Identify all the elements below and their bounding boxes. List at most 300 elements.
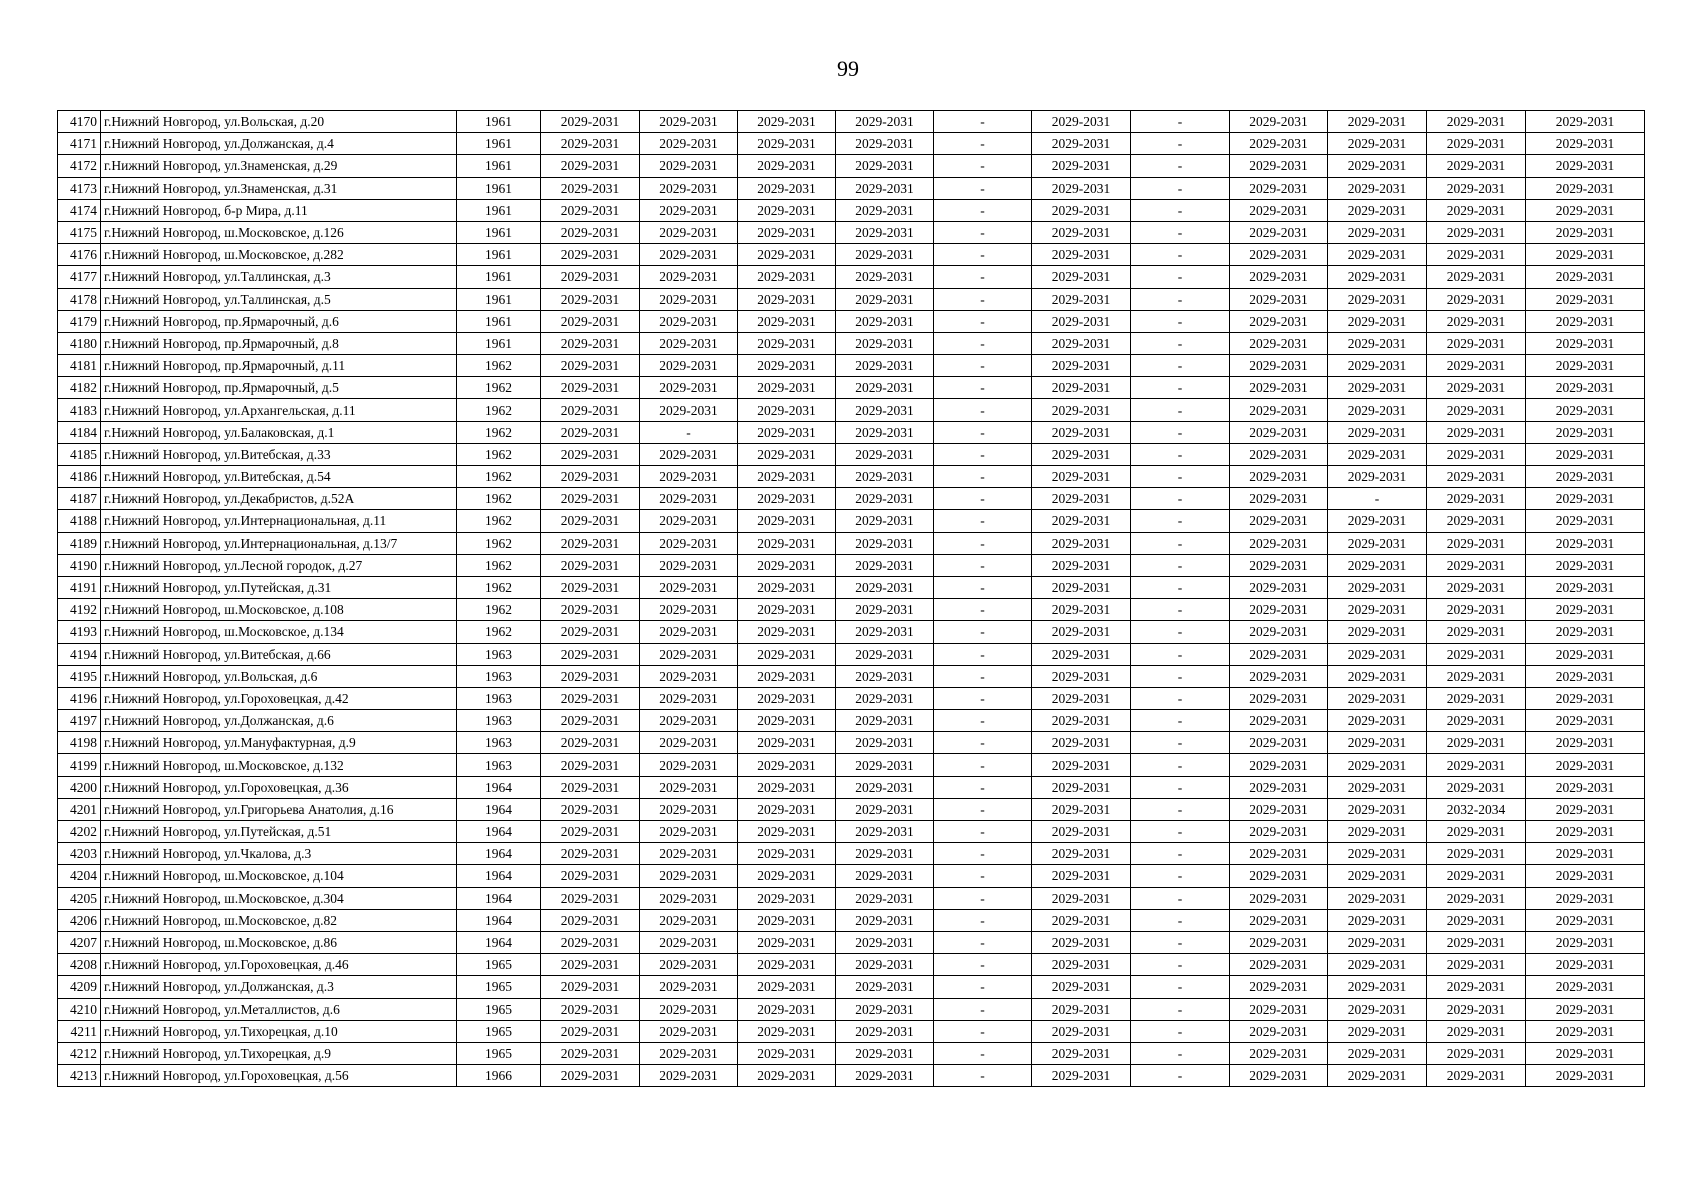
cell-period-5: - xyxy=(934,532,1032,554)
cell-period-11: 2029-2031 xyxy=(1526,488,1645,510)
cell-period-1: 2029-2031 xyxy=(541,1065,640,1087)
cell-address: г.Нижний Новгород, ул.Гороховецкая, д.56 xyxy=(101,1065,457,1087)
cell-period-1: 2029-2031 xyxy=(541,155,640,177)
cell-year-built: 1962 xyxy=(457,510,541,532)
cell-period-5: - xyxy=(934,643,1032,665)
cell-period-4: 2029-2031 xyxy=(836,199,934,221)
cell-period-7: - xyxy=(1131,843,1230,865)
cell-period-10: 2029-2031 xyxy=(1427,244,1526,266)
cell-period-10: 2029-2031 xyxy=(1427,776,1526,798)
cell-period-9: 2029-2031 xyxy=(1328,776,1427,798)
cell-row-number: 4200 xyxy=(58,776,101,798)
cell-period-11: 2029-2031 xyxy=(1526,355,1645,377)
cell-period-8: 2029-2031 xyxy=(1230,887,1328,909)
table-row xyxy=(58,665,1645,687)
cell-row-number: 4194 xyxy=(58,643,101,665)
cell-period-1: 2029-2031 xyxy=(541,665,640,687)
cell-period-2: 2029-2031 xyxy=(640,687,738,709)
cell-period-11: 2029-2031 xyxy=(1526,887,1645,909)
cell-period-1: 2029-2031 xyxy=(541,865,640,887)
cell-period-2: 2029-2031 xyxy=(640,931,738,953)
cell-period-7: - xyxy=(1131,1065,1230,1087)
cell-row-number: 4178 xyxy=(58,288,101,310)
cell-period-9: 2029-2031 xyxy=(1328,976,1427,998)
cell-period-9: 2029-2031 xyxy=(1328,843,1427,865)
cell-period-8: 2029-2031 xyxy=(1230,599,1328,621)
cell-period-1: 2029-2031 xyxy=(541,288,640,310)
cell-row-number: 4180 xyxy=(58,332,101,354)
cell-period-2: 2029-2031 xyxy=(640,310,738,332)
cell-year-built: 1964 xyxy=(457,931,541,953)
cell-period-8: 2029-2031 xyxy=(1230,510,1328,532)
cell-address: г.Нижний Новгород, ш.Московское, д.126 xyxy=(101,221,457,243)
cell-period-2: 2029-2031 xyxy=(640,399,738,421)
cell-period-10: 2029-2031 xyxy=(1427,199,1526,221)
cell-address: г.Нижний Новгород, ул.Гороховецкая, д.46 xyxy=(101,954,457,976)
cell-period-8: 2029-2031 xyxy=(1230,466,1328,488)
cell-year-built: 1961 xyxy=(457,133,541,155)
cell-period-3: 2029-2031 xyxy=(738,931,836,953)
cell-period-3: 2029-2031 xyxy=(738,199,836,221)
cell-period-10: 2029-2031 xyxy=(1427,399,1526,421)
cell-period-4: 2029-2031 xyxy=(836,554,934,576)
table-row xyxy=(58,687,1645,709)
cell-period-11: 2029-2031 xyxy=(1526,288,1645,310)
cell-period-7: - xyxy=(1131,532,1230,554)
cell-period-6: 2029-2031 xyxy=(1032,843,1131,865)
cell-year-built: 1962 xyxy=(457,488,541,510)
cell-address: г.Нижний Новгород, ул.Знаменская, д.29 xyxy=(101,155,457,177)
cell-period-9: 2029-2031 xyxy=(1328,133,1427,155)
table-row xyxy=(58,843,1645,865)
cell-address: г.Нижний Новгород, ул.Интернациональная, д.13/7 xyxy=(101,532,457,554)
cell-period-8: 2029-2031 xyxy=(1230,798,1328,820)
cell-period-4: 2029-2031 xyxy=(836,931,934,953)
cell-address: г.Нижний Новгород, ул.Мануфактурная, д.9 xyxy=(101,732,457,754)
cell-period-5: - xyxy=(934,710,1032,732)
cell-period-9: 2029-2031 xyxy=(1328,1065,1427,1087)
cell-row-number: 4171 xyxy=(58,133,101,155)
cell-period-3: 2029-2031 xyxy=(738,1020,836,1042)
cell-period-6: 2029-2031 xyxy=(1032,754,1131,776)
cell-period-7: - xyxy=(1131,887,1230,909)
cell-row-number: 4209 xyxy=(58,976,101,998)
cell-year-built: 1961 xyxy=(457,177,541,199)
table-row xyxy=(58,865,1645,887)
cell-period-4: 2029-2031 xyxy=(836,732,934,754)
cell-year-built: 1963 xyxy=(457,732,541,754)
cell-period-5: - xyxy=(934,621,1032,643)
cell-address: г.Нижний Новгород, пр.Ярмарочный, д.11 xyxy=(101,355,457,377)
cell-address: г.Нижний Новгород, пр.Ярмарочный, д.5 xyxy=(101,377,457,399)
cell-period-4: 2029-2031 xyxy=(836,155,934,177)
cell-period-7: - xyxy=(1131,266,1230,288)
cell-period-11: 2029-2031 xyxy=(1526,244,1645,266)
cell-period-2: 2029-2031 xyxy=(640,976,738,998)
cell-period-11: 2029-2031 xyxy=(1526,776,1645,798)
cell-period-5: - xyxy=(934,488,1032,510)
cell-period-7: - xyxy=(1131,798,1230,820)
cell-period-7: - xyxy=(1131,865,1230,887)
cell-period-9: 2029-2031 xyxy=(1328,332,1427,354)
cell-year-built: 1962 xyxy=(457,377,541,399)
cell-row-number: 4183 xyxy=(58,399,101,421)
cell-period-4: 2029-2031 xyxy=(836,221,934,243)
cell-period-11: 2029-2031 xyxy=(1526,199,1645,221)
cell-period-10: 2029-2031 xyxy=(1427,732,1526,754)
table-row xyxy=(58,377,1645,399)
cell-period-9: 2029-2031 xyxy=(1328,1042,1427,1064)
cell-period-9: 2029-2031 xyxy=(1328,576,1427,598)
cell-period-7: - xyxy=(1131,466,1230,488)
cell-row-number: 4204 xyxy=(58,865,101,887)
cell-period-6: 2029-2031 xyxy=(1032,332,1131,354)
cell-period-11: 2029-2031 xyxy=(1526,599,1645,621)
cell-period-6: 2029-2031 xyxy=(1032,1065,1131,1087)
cell-address: г.Нижний Новгород, ул.Должанская, д.4 xyxy=(101,133,457,155)
cell-address: г.Нижний Новгород, ул.Таллинская, д.5 xyxy=(101,288,457,310)
cell-period-3: 2029-2031 xyxy=(738,399,836,421)
cell-period-5: - xyxy=(934,865,1032,887)
cell-period-9: 2029-2031 xyxy=(1328,421,1427,443)
cell-row-number: 4203 xyxy=(58,843,101,865)
cell-period-6: 2029-2031 xyxy=(1032,976,1131,998)
cell-period-11: 2029-2031 xyxy=(1526,310,1645,332)
cell-period-3: 2029-2031 xyxy=(738,821,836,843)
cell-row-number: 4212 xyxy=(58,1042,101,1064)
cell-period-6: 2029-2031 xyxy=(1032,798,1131,820)
cell-period-6: 2029-2031 xyxy=(1032,554,1131,576)
cell-period-6: 2029-2031 xyxy=(1032,111,1131,133)
cell-period-7: - xyxy=(1131,732,1230,754)
cell-period-4: 2029-2031 xyxy=(836,887,934,909)
cell-period-9: 2029-2031 xyxy=(1328,466,1427,488)
cell-period-7: - xyxy=(1131,1020,1230,1042)
cell-period-3: 2029-2031 xyxy=(738,554,836,576)
cell-period-11: 2029-2031 xyxy=(1526,510,1645,532)
cell-period-11: 2029-2031 xyxy=(1526,821,1645,843)
cell-period-8: 2029-2031 xyxy=(1230,1020,1328,1042)
cell-year-built: 1963 xyxy=(457,710,541,732)
cell-period-1: 2029-2031 xyxy=(541,798,640,820)
cell-period-1: 2029-2031 xyxy=(541,177,640,199)
cell-period-8: 2029-2031 xyxy=(1230,643,1328,665)
cell-period-8: 2029-2031 xyxy=(1230,288,1328,310)
table-row xyxy=(58,1065,1645,1087)
cell-period-9: 2029-2031 xyxy=(1328,532,1427,554)
cell-row-number: 4205 xyxy=(58,887,101,909)
cell-year-built: 1961 xyxy=(457,266,541,288)
cell-period-4: 2029-2031 xyxy=(836,421,934,443)
cell-period-5: - xyxy=(934,288,1032,310)
cell-year-built: 1965 xyxy=(457,976,541,998)
cell-period-4: 2029-2031 xyxy=(836,599,934,621)
cell-period-2: 2029-2031 xyxy=(640,821,738,843)
cell-period-3: 2029-2031 xyxy=(738,665,836,687)
table-row xyxy=(58,954,1645,976)
cell-period-5: - xyxy=(934,732,1032,754)
cell-period-5: - xyxy=(934,510,1032,532)
cell-period-10: 2029-2031 xyxy=(1427,643,1526,665)
table-row xyxy=(58,288,1645,310)
cell-period-3: 2029-2031 xyxy=(738,111,836,133)
cell-period-9: 2029-2031 xyxy=(1328,643,1427,665)
cell-period-11: 2029-2031 xyxy=(1526,732,1645,754)
cell-period-6: 2029-2031 xyxy=(1032,865,1131,887)
cell-period-6: 2029-2031 xyxy=(1032,998,1131,1020)
cell-period-11: 2029-2031 xyxy=(1526,332,1645,354)
cell-period-6: 2029-2031 xyxy=(1032,687,1131,709)
table-row xyxy=(58,1042,1645,1064)
cell-period-2: 2029-2031 xyxy=(640,1020,738,1042)
cell-period-9: 2029-2031 xyxy=(1328,310,1427,332)
table-row xyxy=(58,111,1645,133)
cell-period-8: 2029-2031 xyxy=(1230,931,1328,953)
cell-address: г.Нижний Новгород, ул.Таллинская, д.3 xyxy=(101,266,457,288)
cell-period-5: - xyxy=(934,421,1032,443)
cell-address: г.Нижний Новгород, ш.Московское, д.104 xyxy=(101,865,457,887)
cell-address: г.Нижний Новгород, пр.Ярмарочный, д.6 xyxy=(101,310,457,332)
cell-year-built: 1964 xyxy=(457,887,541,909)
cell-period-2: 2029-2031 xyxy=(640,266,738,288)
cell-period-5: - xyxy=(934,976,1032,998)
cell-period-4: 2029-2031 xyxy=(836,865,934,887)
cell-address: г.Нижний Новгород, пр.Ярмарочный, д.8 xyxy=(101,332,457,354)
cell-period-4: 2029-2031 xyxy=(836,976,934,998)
cell-period-3: 2029-2031 xyxy=(738,909,836,931)
cell-period-7: - xyxy=(1131,355,1230,377)
cell-period-4: 2029-2031 xyxy=(836,466,934,488)
cell-period-2: 2029-2031 xyxy=(640,377,738,399)
cell-row-number: 4195 xyxy=(58,665,101,687)
cell-period-7: - xyxy=(1131,488,1230,510)
cell-period-11: 2029-2031 xyxy=(1526,843,1645,865)
table-row xyxy=(58,931,1645,953)
cell-period-5: - xyxy=(934,443,1032,465)
cell-address: г.Нижний Новгород, ул.Витебская, д.54 xyxy=(101,466,457,488)
cell-period-7: - xyxy=(1131,1042,1230,1064)
cell-row-number: 4181 xyxy=(58,355,101,377)
cell-row-number: 4190 xyxy=(58,554,101,576)
cell-period-9: 2029-2031 xyxy=(1328,665,1427,687)
cell-address: г.Нижний Новгород, б-р Мира, д.11 xyxy=(101,199,457,221)
cell-period-4: 2029-2031 xyxy=(836,621,934,643)
cell-period-6: 2029-2031 xyxy=(1032,266,1131,288)
cell-period-8: 2029-2031 xyxy=(1230,310,1328,332)
cell-period-6: 2029-2031 xyxy=(1032,199,1131,221)
cell-period-2: 2029-2031 xyxy=(640,954,738,976)
cell-period-5: - xyxy=(934,310,1032,332)
cell-period-5: - xyxy=(934,377,1032,399)
cell-period-9: 2029-2031 xyxy=(1328,244,1427,266)
cell-period-3: 2029-2031 xyxy=(738,466,836,488)
cell-period-4: 2029-2031 xyxy=(836,443,934,465)
table-row xyxy=(58,732,1645,754)
cell-period-4: 2029-2031 xyxy=(836,1042,934,1064)
cell-period-3: 2029-2031 xyxy=(738,510,836,532)
cell-address: г.Нижний Новгород, ул.Григорьева Анатолия, д.16 xyxy=(101,798,457,820)
table-row xyxy=(58,887,1645,909)
cell-period-9: 2029-2031 xyxy=(1328,177,1427,199)
cell-row-number: 4174 xyxy=(58,199,101,221)
cell-period-10: 2029-2031 xyxy=(1427,1065,1526,1087)
cell-period-4: 2029-2031 xyxy=(836,576,934,598)
cell-period-4: 2029-2031 xyxy=(836,643,934,665)
cell-period-2: 2029-2031 xyxy=(640,710,738,732)
cell-row-number: 4207 xyxy=(58,931,101,953)
page-number: 99 xyxy=(837,56,859,81)
cell-address: г.Нижний Новгород, ул.Интернациональная, д.11 xyxy=(101,510,457,532)
cell-period-11: 2029-2031 xyxy=(1526,554,1645,576)
cell-period-1: 2029-2031 xyxy=(541,266,640,288)
cell-period-11: 2029-2031 xyxy=(1526,377,1645,399)
cell-period-5: - xyxy=(934,266,1032,288)
cell-period-5: - xyxy=(934,1020,1032,1042)
cell-period-7: - xyxy=(1131,976,1230,998)
cell-period-1: 2029-2031 xyxy=(541,776,640,798)
cell-period-11: 2029-2031 xyxy=(1526,111,1645,133)
cell-period-9: 2029-2031 xyxy=(1328,510,1427,532)
cell-period-9: 2029-2031 xyxy=(1328,399,1427,421)
cell-period-4: 2029-2031 xyxy=(836,710,934,732)
cell-period-10: 2029-2031 xyxy=(1427,665,1526,687)
cell-period-3: 2029-2031 xyxy=(738,1042,836,1064)
cell-period-2: 2029-2031 xyxy=(640,355,738,377)
cell-period-9: 2029-2031 xyxy=(1328,621,1427,643)
table-row xyxy=(58,798,1645,820)
cell-period-5: - xyxy=(934,466,1032,488)
cell-period-11: 2029-2031 xyxy=(1526,133,1645,155)
table-row xyxy=(58,510,1645,532)
cell-address: г.Нижний Новгород, ш.Московское, д.304 xyxy=(101,887,457,909)
cell-period-7: - xyxy=(1131,288,1230,310)
cell-period-11: 2029-2031 xyxy=(1526,576,1645,598)
cell-period-10: 2029-2031 xyxy=(1427,621,1526,643)
cell-period-3: 2029-2031 xyxy=(738,798,836,820)
table-row xyxy=(58,532,1645,554)
cell-period-3: 2029-2031 xyxy=(738,244,836,266)
cell-period-10: 2029-2031 xyxy=(1427,221,1526,243)
cell-period-9: 2029-2031 xyxy=(1328,865,1427,887)
cell-period-5: - xyxy=(934,998,1032,1020)
cell-period-4: 2029-2031 xyxy=(836,266,934,288)
cell-period-1: 2029-2031 xyxy=(541,887,640,909)
cell-year-built: 1964 xyxy=(457,776,541,798)
cell-period-5: - xyxy=(934,821,1032,843)
cell-period-1: 2029-2031 xyxy=(541,199,640,221)
table-row xyxy=(58,199,1645,221)
cell-period-11: 2029-2031 xyxy=(1526,710,1645,732)
cell-period-2: 2029-2031 xyxy=(640,776,738,798)
cell-period-7: - xyxy=(1131,443,1230,465)
cell-year-built: 1961 xyxy=(457,199,541,221)
cell-period-8: 2029-2031 xyxy=(1230,421,1328,443)
cell-period-6: 2029-2031 xyxy=(1032,532,1131,554)
cell-period-10: 2029-2031 xyxy=(1427,310,1526,332)
cell-year-built: 1966 xyxy=(457,1065,541,1087)
table-row xyxy=(58,266,1645,288)
cell-period-9: 2029-2031 xyxy=(1328,710,1427,732)
cell-period-4: 2029-2031 xyxy=(836,798,934,820)
housing-register-table xyxy=(57,110,1645,1087)
cell-period-11: 2029-2031 xyxy=(1526,155,1645,177)
cell-period-8: 2029-2031 xyxy=(1230,954,1328,976)
cell-period-11: 2029-2031 xyxy=(1526,621,1645,643)
cell-period-4: 2029-2031 xyxy=(836,355,934,377)
cell-period-6: 2029-2031 xyxy=(1032,466,1131,488)
cell-period-6: 2029-2031 xyxy=(1032,931,1131,953)
table-row xyxy=(58,776,1645,798)
cell-address: г.Нижний Новгород, ул.Гороховецкая, д.42 xyxy=(101,687,457,709)
table-row xyxy=(58,244,1645,266)
cell-period-5: - xyxy=(934,221,1032,243)
cell-period-10: 2029-2031 xyxy=(1427,332,1526,354)
cell-period-10: 2029-2031 xyxy=(1427,931,1526,953)
cell-address: г.Нижний Новгород, ш.Московское, д.132 xyxy=(101,754,457,776)
cell-period-7: - xyxy=(1131,221,1230,243)
cell-period-2: 2029-2031 xyxy=(640,843,738,865)
cell-year-built: 1964 xyxy=(457,909,541,931)
cell-period-7: - xyxy=(1131,909,1230,931)
cell-period-1: 2029-2031 xyxy=(541,621,640,643)
cell-period-4: 2029-2031 xyxy=(836,998,934,1020)
cell-address: г.Нижний Новгород, ул.Витебская, д.66 xyxy=(101,643,457,665)
table-row xyxy=(58,155,1645,177)
cell-period-6: 2029-2031 xyxy=(1032,510,1131,532)
cell-year-built: 1965 xyxy=(457,1042,541,1064)
table-row xyxy=(58,443,1645,465)
table-row xyxy=(58,754,1645,776)
cell-period-6: 2029-2031 xyxy=(1032,821,1131,843)
cell-period-1: 2029-2031 xyxy=(541,377,640,399)
cell-period-11: 2029-2031 xyxy=(1526,954,1645,976)
cell-year-built: 1961 xyxy=(457,288,541,310)
cell-period-10: 2029-2031 xyxy=(1427,266,1526,288)
cell-period-9: 2029-2031 xyxy=(1328,887,1427,909)
cell-period-4: 2029-2031 xyxy=(836,177,934,199)
cell-period-6: 2029-2031 xyxy=(1032,1020,1131,1042)
cell-period-8: 2029-2031 xyxy=(1230,266,1328,288)
cell-row-number: 4187 xyxy=(58,488,101,510)
cell-period-4: 2029-2031 xyxy=(836,399,934,421)
table-row xyxy=(58,332,1645,354)
cell-address: г.Нижний Новгород, ул.Вольская, д.6 xyxy=(101,665,457,687)
cell-period-2: 2029-2031 xyxy=(640,798,738,820)
table-row xyxy=(58,599,1645,621)
table-row xyxy=(58,399,1645,421)
cell-period-1: 2029-2031 xyxy=(541,732,640,754)
cell-period-5: - xyxy=(934,177,1032,199)
cell-period-6: 2029-2031 xyxy=(1032,599,1131,621)
cell-period-2: 2029-2031 xyxy=(640,576,738,598)
cell-period-4: 2029-2031 xyxy=(836,288,934,310)
cell-period-11: 2029-2031 xyxy=(1526,754,1645,776)
cell-row-number: 4196 xyxy=(58,687,101,709)
cell-period-2: 2029-2031 xyxy=(640,665,738,687)
table-row xyxy=(58,1020,1645,1042)
cell-row-number: 4197 xyxy=(58,710,101,732)
cell-period-1: 2029-2031 xyxy=(541,710,640,732)
cell-period-9: 2029-2031 xyxy=(1328,798,1427,820)
table-row xyxy=(58,355,1645,377)
cell-period-10: 2029-2031 xyxy=(1427,111,1526,133)
cell-period-8: 2029-2031 xyxy=(1230,1042,1328,1064)
cell-period-10: 2029-2031 xyxy=(1427,288,1526,310)
cell-period-10: 2029-2031 xyxy=(1427,133,1526,155)
cell-period-2: 2029-2031 xyxy=(640,887,738,909)
cell-period-1: 2029-2031 xyxy=(541,599,640,621)
cell-period-7: - xyxy=(1131,133,1230,155)
